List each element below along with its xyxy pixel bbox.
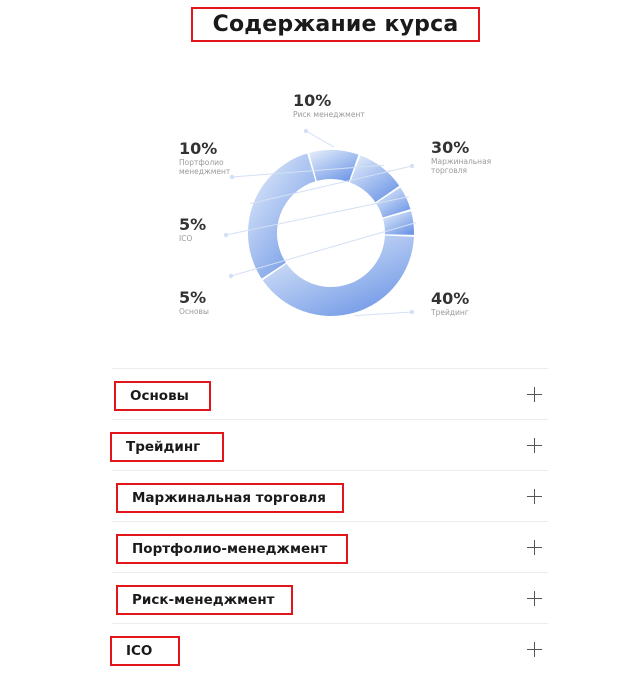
leader-dot <box>304 129 308 133</box>
accordion-item-label: Основы <box>114 381 211 411</box>
leader-dot <box>229 274 233 278</box>
slice-category-label: Основы <box>179 307 209 316</box>
accordion-item-portfolio-management[interactable] <box>112 521 548 572</box>
accordion-item-risk-management[interactable] <box>112 572 548 623</box>
accordion-item-osnovy[interactable] <box>112 368 548 419</box>
accordion-item-label: ICO <box>110 636 180 666</box>
slice-category-label: Риск менеджмент <box>293 110 365 119</box>
accordion-item-margin-trading[interactable] <box>112 470 548 521</box>
slice-category-label: менеджмент <box>179 167 231 176</box>
accordion-item-ico[interactable] <box>112 623 548 674</box>
donut-slice <box>263 236 414 316</box>
plus-icon[interactable] <box>527 438 542 453</box>
slice-value-label: 5% <box>179 215 207 234</box>
slice-category-label: ICO <box>179 234 193 243</box>
leader-dot <box>230 175 234 179</box>
accordion-item-label: Риск-менеджмент <box>116 585 293 615</box>
plus-icon[interactable] <box>527 540 542 555</box>
donut-slice <box>248 154 315 279</box>
leader-line <box>355 312 412 316</box>
accordion-item-label: Маржинальная торговля <box>116 483 344 513</box>
leader-dot <box>410 310 414 314</box>
slice-value-label: 10% <box>179 139 218 158</box>
leader-line <box>306 131 334 147</box>
accordion-item-trading[interactable] <box>112 419 548 470</box>
accordion-item-label: Трейдинг <box>110 432 224 462</box>
slice-value-label: 40% <box>431 289 470 308</box>
plus-icon[interactable] <box>527 387 542 402</box>
slice-category-label: Трейдинг <box>431 308 469 317</box>
plus-icon[interactable] <box>527 489 542 504</box>
leader-dot <box>224 233 228 237</box>
slice-category-label: торговля <box>431 166 467 175</box>
accordion-item-label: Портфолио-менеджмент <box>116 534 348 564</box>
slice-value-label: 10% <box>293 91 332 110</box>
course-accordion <box>112 368 548 674</box>
slice-value-label: 5% <box>179 288 207 307</box>
donut-slice <box>309 150 358 182</box>
page-title: Содержание курса <box>212 12 459 37</box>
plus-icon[interactable] <box>527 591 542 606</box>
slice-value-label: 30% <box>431 138 470 157</box>
slice-category-label: Маржинальная <box>431 157 492 166</box>
slice-category-label: Портфолио <box>179 158 224 167</box>
plus-icon[interactable] <box>527 642 542 657</box>
leader-dot <box>410 164 414 168</box>
